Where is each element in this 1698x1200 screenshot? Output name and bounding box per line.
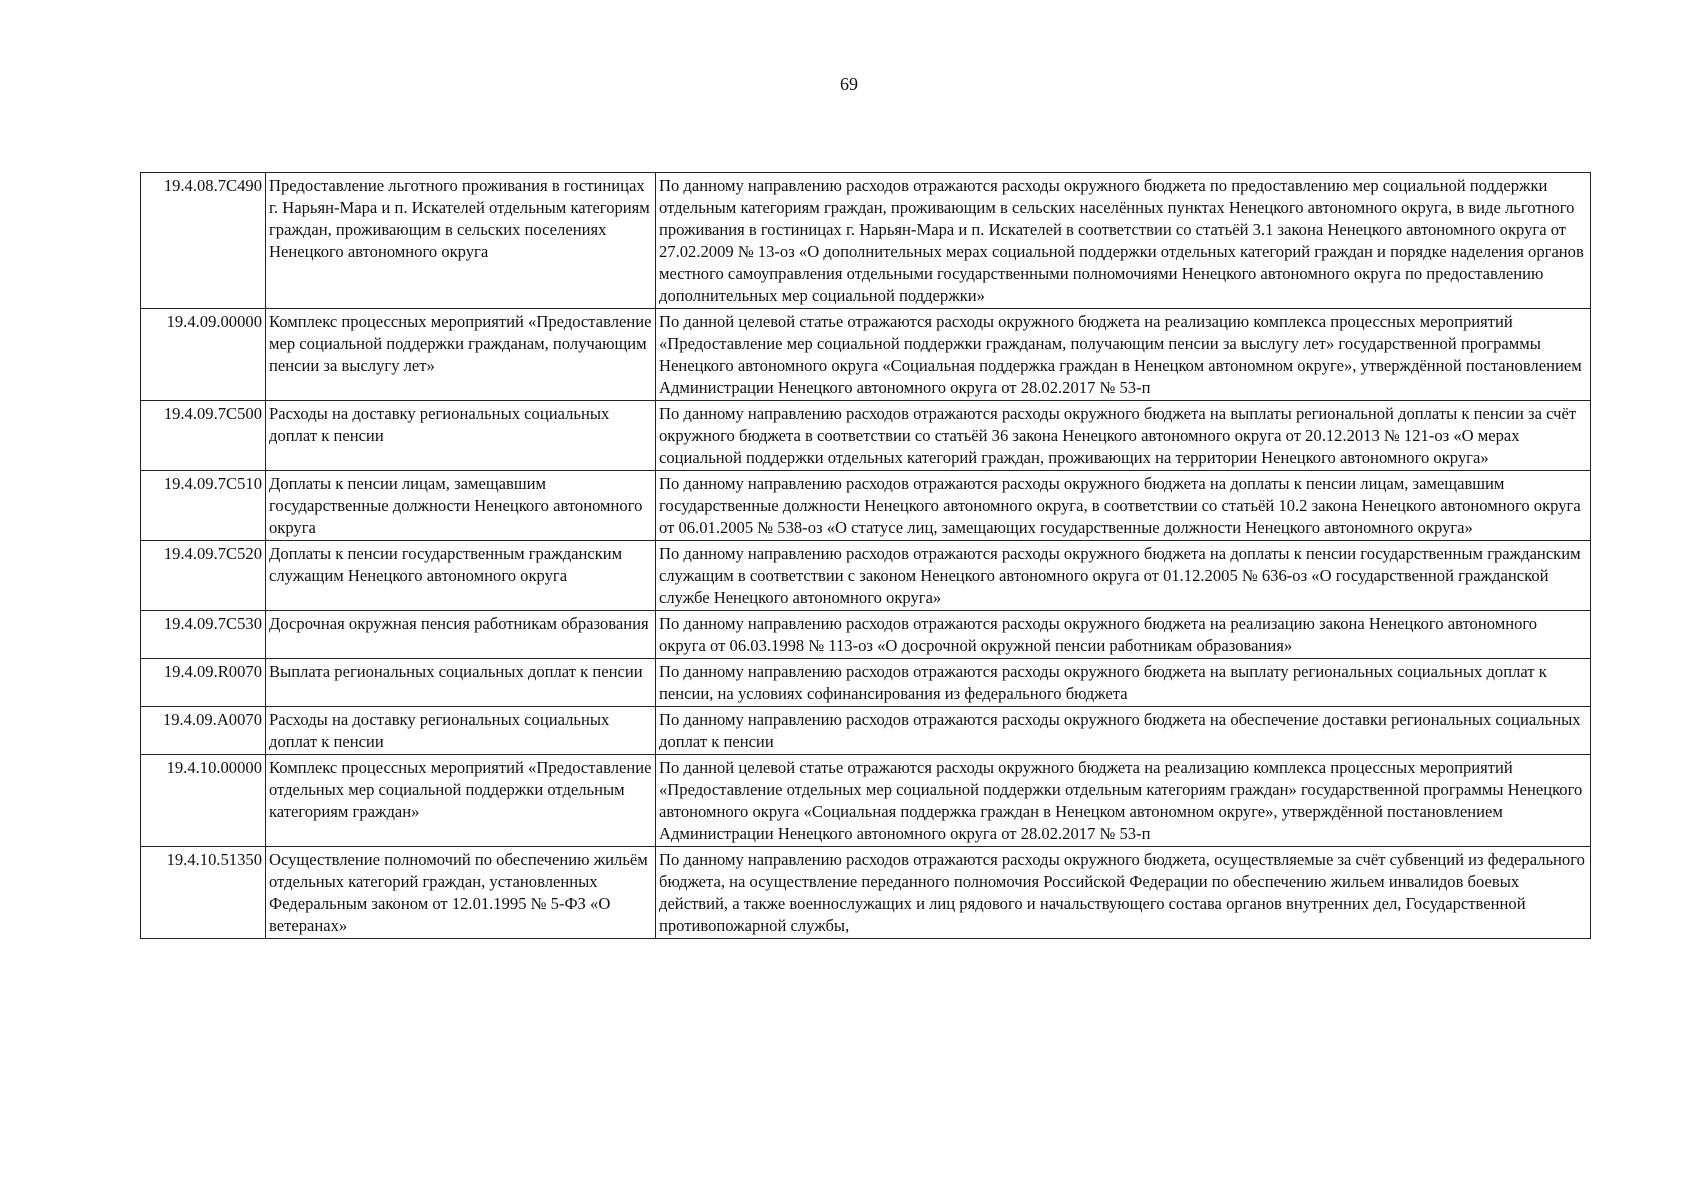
target-code: 19.4.09.7С500 xyxy=(141,401,266,471)
table-row xyxy=(141,847,1591,939)
table-row xyxy=(141,541,1591,611)
expense-name: Досрочная окружная пенсия работникам образования xyxy=(266,611,656,659)
target-code: 19.4.10.51350 xyxy=(141,847,266,939)
target-code: 19.4.08.7С490 xyxy=(141,173,266,309)
expense-description: По данному направлению расходов отражаются расходы окружного бюджета на выплату региональных социальных доплат к пенсии, на условиях софинансирования из федерального бюджета xyxy=(656,659,1591,707)
target-code: 19.4.09.R0070 xyxy=(141,659,266,707)
expense-name: Выплата региональных социальных доплат к пенсии xyxy=(266,659,656,707)
expense-name: Комплекс процессных мероприятий «Предоставление отдельных мер социальной поддержки отдельным категориям граждан» xyxy=(266,755,656,847)
target-code: 19.4.09.7С510 xyxy=(141,471,266,541)
expense-name: Комплекс процессных мероприятий «Предоставление мер социальной поддержки гражданам, получающим пенсии за выслугу лет» xyxy=(266,309,656,401)
expense-description: По данному направлению расходов отражаются расходы окружного бюджета по предоставлению мер социальной поддержки отдельным категориям граждан, проживающим в сельских населённых пунктах Ненецкого автономного округа, в виде льготного проживания в гостиницах г. Нарьян-Мара и п. Искателей в соответствии со статьёй 3.1 закона Ненецкого автономного округа от 27.02.2009 № 13-оз «О дополнительных мерах социальной поддержки отдельных категорий граждан и порядке наделения органов местного самоуправления отдельными государственными полномочиями Ненецкого автономного округа по предоставлению дополнительных мер социальной поддержки» xyxy=(656,173,1591,309)
target-code: 19.4.09.00000 xyxy=(141,309,266,401)
page-number: 69 xyxy=(840,74,858,94)
expense-description: По данной целевой статье отражаются расходы окружного бюджета на реализацию комплекса процессных мероприятий «Предоставление отдельных мер социальной поддержки отдельным категориям граждан» государственной программы Ненецкого автономного округа «Социальная поддержка граждан в Ненецком автономном округе», утверждённой постановлением Администрации Ненецкого автономного округа от 28.02.2017 № 53-п xyxy=(656,755,1591,847)
expense-description: По данному направлению расходов отражаются расходы окружного бюджета, осуществляемые за счёт субвенций из федерального бюджета, на осуществление переданного полномочия Российской Федерации по обеспечению жильем инвалидов боевых действий, а также военнослужащих и лиц рядового и начальствующего состава органов внутренних дел, Государственной противопожарной службы, xyxy=(656,847,1591,939)
table-row xyxy=(141,309,1591,401)
expense-description: По данному направлению расходов отражаются расходы окружного бюджета на доплаты к пенсии государственным гражданским служащим в соответствии с законом Ненецкого автономного округа от 01.12.2005 № 636-оз «О государственной гражданской службе Ненецкого автономного округа» xyxy=(656,541,1591,611)
expense-name: Расходы на доставку региональных социальных доплат к пенсии xyxy=(266,401,656,471)
table-row xyxy=(141,173,1591,309)
table-row xyxy=(141,707,1591,755)
target-code: 19.4.09.7С520 xyxy=(141,541,266,611)
expense-name: Доплаты к пенсии лицам, замещавшим государственные должности Ненецкого автономного округа xyxy=(266,471,656,541)
table-row xyxy=(141,401,1591,471)
expense-description: По данному направлению расходов отражаются расходы окружного бюджета на обеспечение доставки региональных социальных доплат к пенсии xyxy=(656,707,1591,755)
budget-classification-table xyxy=(140,172,1591,939)
expense-name: Доплаты к пенсии государственным гражданским служащим Ненецкого автономного округа xyxy=(266,541,656,611)
target-code: 19.4.10.00000 xyxy=(141,755,266,847)
expense-description: По данному направлению расходов отражаются расходы окружного бюджета на доплаты к пенсии лицам, замещавшим государственные должности Ненецкого автономного округа, в соответствии со статьёй 10.2 закона Ненецкого автономного округа от 06.01.2005 № 538-оз «О статусе лиц, замещающих государственные должности Ненецкого автономного округа» xyxy=(656,471,1591,541)
expense-description: По данной целевой статье отражаются расходы окружного бюджета на реализацию комплекса процессных мероприятий «Предоставление мер социальной поддержки гражданам, получающим пенсии за выслугу лет» государственной программы Ненецкого автономного округа «Социальная поддержка граждан в Ненецком автономном округе», утверждённой постановлением Администрации Ненецкого автономного округа от 28.02.2017 № 53-п xyxy=(656,309,1591,401)
table-row xyxy=(141,659,1591,707)
expense-description: По данному направлению расходов отражаются расходы окружного бюджета на реализацию закона Ненецкого автономного округа от 06.03.1998 № 113-оз «О досрочной окружной пенсии работникам образования» xyxy=(656,611,1591,659)
target-code: 19.4.09.7С530 xyxy=(141,611,266,659)
expense-description: По данному направлению расходов отражаются расходы окружного бюджета на выплаты региональной доплаты к пенсии за счёт окружного бюджета в соответствии со статьёй 36 закона Ненецкого автономного округа от 20.12.2013 № 121-оз «О мерах социальной поддержки отдельных категорий граждан, проживающих на территории Ненецкого автономного округа» xyxy=(656,401,1591,471)
table-row xyxy=(141,755,1591,847)
table-row xyxy=(141,471,1591,541)
table-row xyxy=(141,611,1591,659)
target-code: 19.4.09.А0070 xyxy=(141,707,266,755)
expense-name: Предоставление льготного проживания в гостиницах г. Нарьян-Мара и п. Искателей отдельным категориям граждан, проживающим в сельских поселениях Ненецкого автономного округа xyxy=(266,173,656,309)
expense-name: Осуществление полномочий по обеспечению жильём отдельных категорий граждан, установленных Федеральным законом от 12.01.1995 № 5-ФЗ «О ветеранах» xyxy=(266,847,656,939)
expense-name: Расходы на доставку региональных социальных доплат к пенсии xyxy=(266,707,656,755)
